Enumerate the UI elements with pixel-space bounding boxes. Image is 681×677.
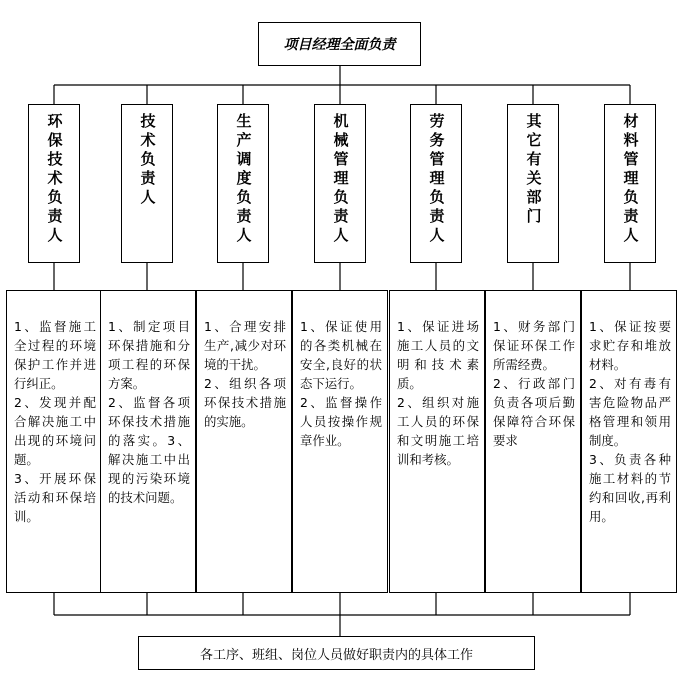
role-box-machinery	[314, 104, 366, 263]
duty-box-machinery	[292, 290, 388, 593]
duty-text: 1、财务部门保证环保工作所需经费。 2、行政部门负责各项后勤保障符合环保要求	[493, 319, 575, 448]
role-box-environmental-tech	[28, 104, 80, 263]
duty-box-production	[196, 290, 292, 593]
role-box-technical	[121, 104, 173, 263]
duty-box-labor	[389, 290, 485, 593]
role-box-labor	[410, 104, 462, 263]
frontline-staff-box	[138, 636, 535, 670]
role-label: 环保技术负责人	[45, 113, 64, 246]
role-label: 材料管理负责人	[621, 113, 640, 246]
duty-text: 1、保证进场施工人员的文明和技术素质。 2、组织对施工人员的环保和文明施工培训和考核。	[397, 319, 479, 467]
role-label: 其它有关部门	[524, 113, 543, 227]
duty-text: 1、保证使用的各类机械在安全,良好的状态下运行。 2、监督操作人员按操作规章作业。	[300, 319, 382, 448]
project-manager-box	[258, 22, 421, 66]
duty-box-other-departments	[485, 290, 581, 593]
role-label: 技术负责人	[138, 113, 157, 208]
role-label: 生产调度负责人	[234, 113, 253, 246]
role-label: 机械管理负责人	[331, 113, 350, 246]
duty-text: 1、监督施工全过程的环境保护工作并进行纠正。 2、发现并配合解决施工中出现的环境问题。 3、开展环保活动和环保培训。	[14, 319, 96, 524]
duty-box-technical	[100, 290, 196, 593]
duty-box-environmental-tech	[6, 290, 102, 593]
duty-text: 1、合理安排生产,减少对环境的干扰。 2、组织各项环保技术措施的实施。	[204, 319, 286, 429]
role-box-other-departments	[507, 104, 559, 263]
duty-box-materials	[581, 290, 677, 593]
project-manager-label: 项目经理全面负责	[283, 37, 396, 53]
duty-text: 1、制定项目环保措施和分项工程的环保方案。 2、监督各项环保技术措施的落实。3、解决施工中出现的污染环境的技术问题。	[108, 319, 190, 505]
role-box-production	[217, 104, 269, 263]
role-label: 劳务管理负责人	[427, 113, 446, 246]
frontline-staff-label: 各工序、班组、岗位人员做好职责内的具体工作	[199, 647, 473, 663]
duty-text: 1、保证按要求贮存和堆放材料。 2、对有毒有害危险物品严格管理和领用制度。 3、负责各种施工材料的节约和回收,再利用。	[589, 319, 671, 524]
role-box-materials	[604, 104, 656, 263]
